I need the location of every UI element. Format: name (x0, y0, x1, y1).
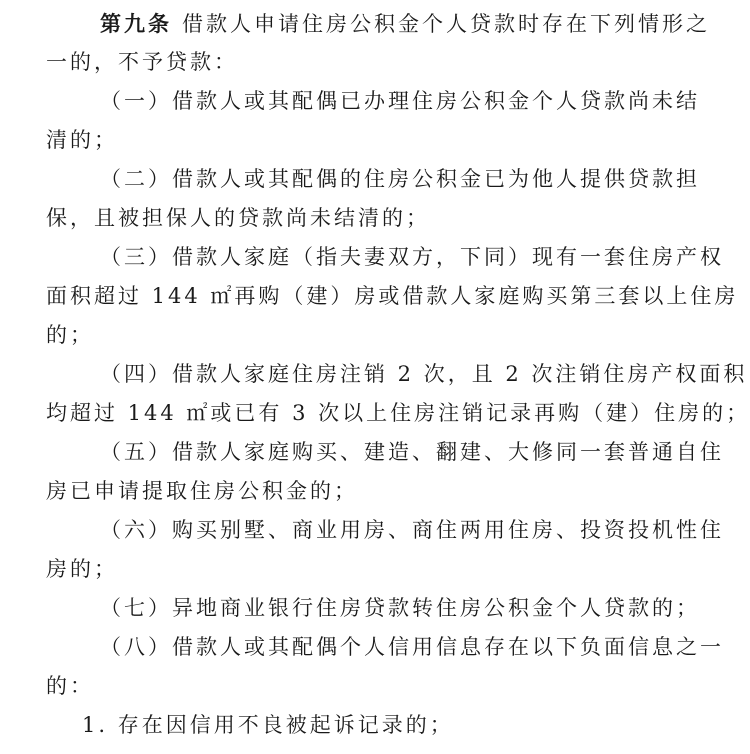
article-intro-text: 借款人申请住房公积金个人贷款时存在下列情形之 (182, 12, 710, 36)
article-line-1 (46, 4, 710, 43)
item-7-line-1: （七）异地商业银行住房贷款转住房公积金个人贷款的； (100, 596, 700, 620)
item-2-line-1: （二）借款人或其配偶的住房公积金已为他人提供贷款担 (100, 167, 700, 191)
item-3-line-2: 面积超过 144 ㎡再购（建）房或借款人家庭购买第三套以上住房 (46, 284, 739, 308)
item-8-line-2: 的： (46, 674, 94, 698)
article-line-2: 一的，不予贷款： (46, 50, 238, 74)
item-2-line-2: 保，且被担保人的贷款尚未结清的； (46, 206, 430, 230)
item-8-line-1: （八）借款人或其配偶个人信用信息存在以下负面信息之一 (100, 635, 724, 659)
item-4-line-1: （四）借款人家庭住房注销 2 次，且 2 次注销住房产权面积 (100, 362, 748, 386)
item-5-line-2: 房已申请提取住房公积金的； (46, 479, 358, 503)
item-3-line-3: 的； (46, 323, 94, 347)
item-4-line-2: 均超过 144 ㎡或已有 3 次以上住房注销记录再购（建）住房的； (46, 401, 750, 425)
item-1-line-1: （一）借款人或其配偶已办理住房公积金个人贷款尚未结 (100, 89, 700, 113)
item-3-line-1: （三）借款人家庭（指夫妻双方，下同）现有一套住房产权 (100, 245, 724, 269)
subitem-1-line-1: 1. 存在因信用不良被起诉记录的； (82, 713, 454, 737)
item-1-line-2: 清的； (46, 128, 118, 152)
item-6-line-1: （六）购买别墅、商业用房、商住两用住房、投资投机性住 (100, 518, 724, 542)
document-body (46, 4, 750, 745)
item-5-line-1: （五）借款人家庭购买、建造、翻建、大修同一套普通自住 (100, 440, 724, 464)
item-6-line-2: 房的； (46, 557, 118, 581)
article-heading: 第九条 (100, 11, 172, 36)
